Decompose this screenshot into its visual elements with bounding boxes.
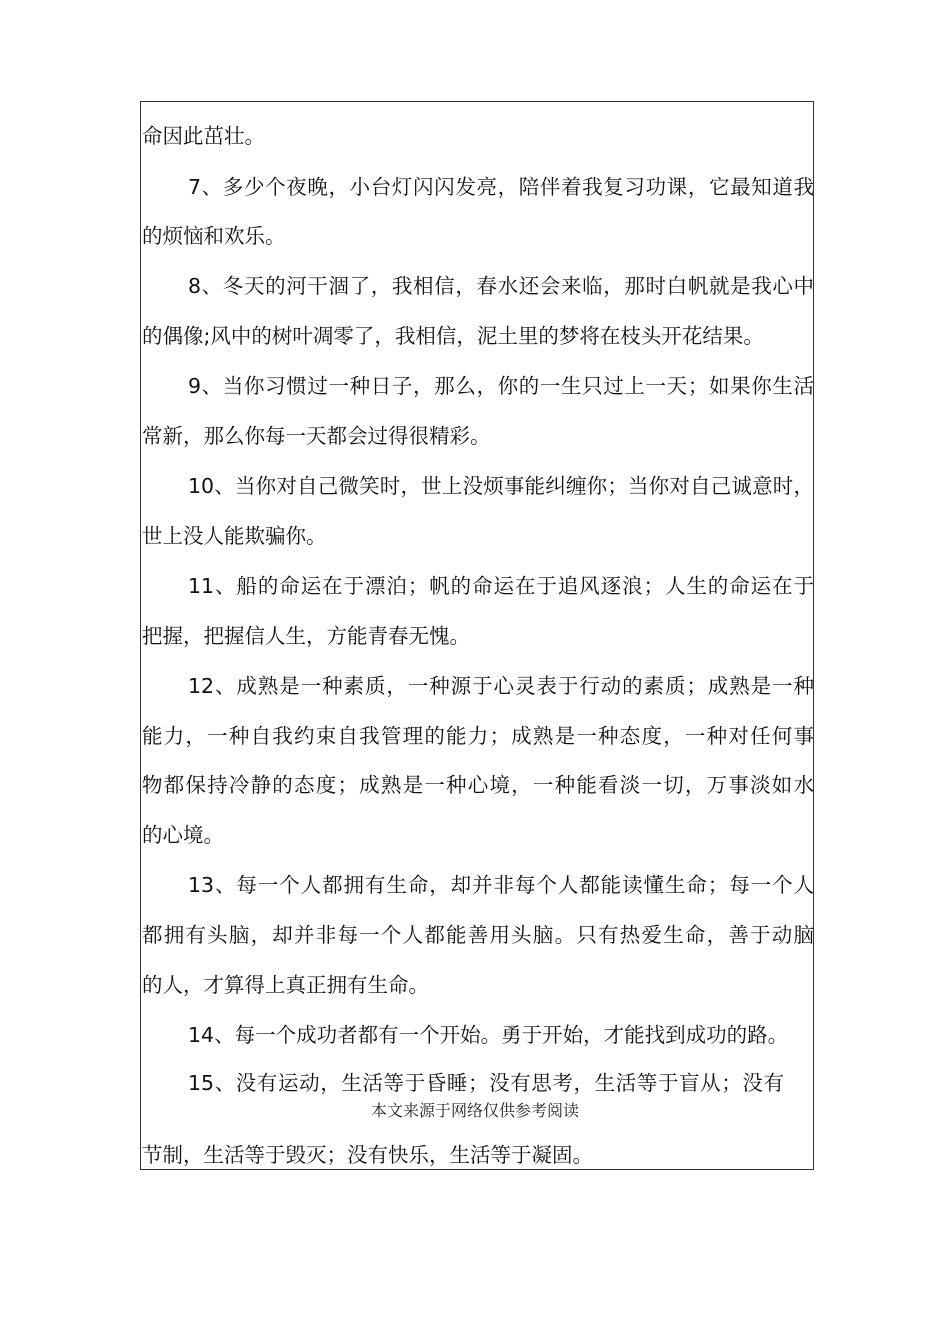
paragraph-14-line-1: 14、每一个成功者都有一个开始。勇于开始，才能找到成功的路。	[188, 1023, 789, 1047]
paragraph-13-line-2: 都拥有头脑，却并非每一个人都能善用头脑。只有热爱生命，善于动脑	[142, 923, 814, 947]
paragraph-15-line-1: 15、没有运动，生活等于昏睡；没有思考，生活等于盲从；没有	[188, 1071, 784, 1095]
paragraph-10-line-2: 世上没人能欺骗你。	[142, 524, 327, 548]
paragraph-12-line-3: 物都保持冷静的态度；成熟是一种心境，一种能看淡一切，万事淡如水	[142, 773, 814, 797]
paragraph-7-line-1: 7、多少个夜晚，小台灯闪闪发亮，陪伴着我复习功课，它最知道我	[188, 175, 814, 199]
paragraph-13-line-1: 13、每一个人都拥有生命，却并非每个人都能读懂生命；每一个人	[188, 873, 814, 897]
paragraph-10-line-1: 10、当你对自己微笑时，世上没烦事能纠缠你；当你对自己诚意时，	[188, 474, 814, 498]
paragraph-12-line-1: 12、成熟是一种素质，一种源于心灵表于行动的素质；成熟是一种	[188, 674, 814, 698]
text-line: 命因此茁壮。	[142, 124, 265, 148]
paragraph-11-line-1: 11、船的命运在于漂泊；帆的命运在于追风逐浪；人生的命运在于	[188, 574, 814, 598]
paragraph-13-line-3: 的人，才算得上真正拥有生命。	[142, 973, 429, 997]
paragraph-9-line-2: 常新，那么你每一天都会过得很精彩。	[142, 424, 491, 448]
paragraph-7-line-2: 的烦恼和欢乐。	[142, 224, 286, 248]
paragraph-11-line-2: 把握，把握信人生，方能青春无愧。	[142, 624, 470, 648]
paragraph-12-line-4: 的心境。	[142, 823, 224, 847]
paragraph-15-line-2: 节制，生活等于毁灭；没有快乐，生活等于凝固。	[142, 1143, 593, 1167]
paragraph-8-line-1: 8、冬天的河干涸了，我相信，春水还会来临，那时白帆就是我心中	[188, 274, 814, 298]
paragraph-9-line-1: 9、当你习惯过一种日子，那么，你的一生只过上一天；如果你生活	[188, 374, 814, 398]
paragraph-8-line-2: 的偶像;风中的树叶凋零了，我相信，泥土里的梦将在枝头开花结果。	[142, 324, 764, 348]
paragraph-12-line-2: 能力，一种自我约束自我管理的能力；成熟是一种态度，一种对任何事	[142, 724, 814, 748]
page-footer-note: 本文来源于网络仅供参考阅读	[370, 1101, 579, 1120]
